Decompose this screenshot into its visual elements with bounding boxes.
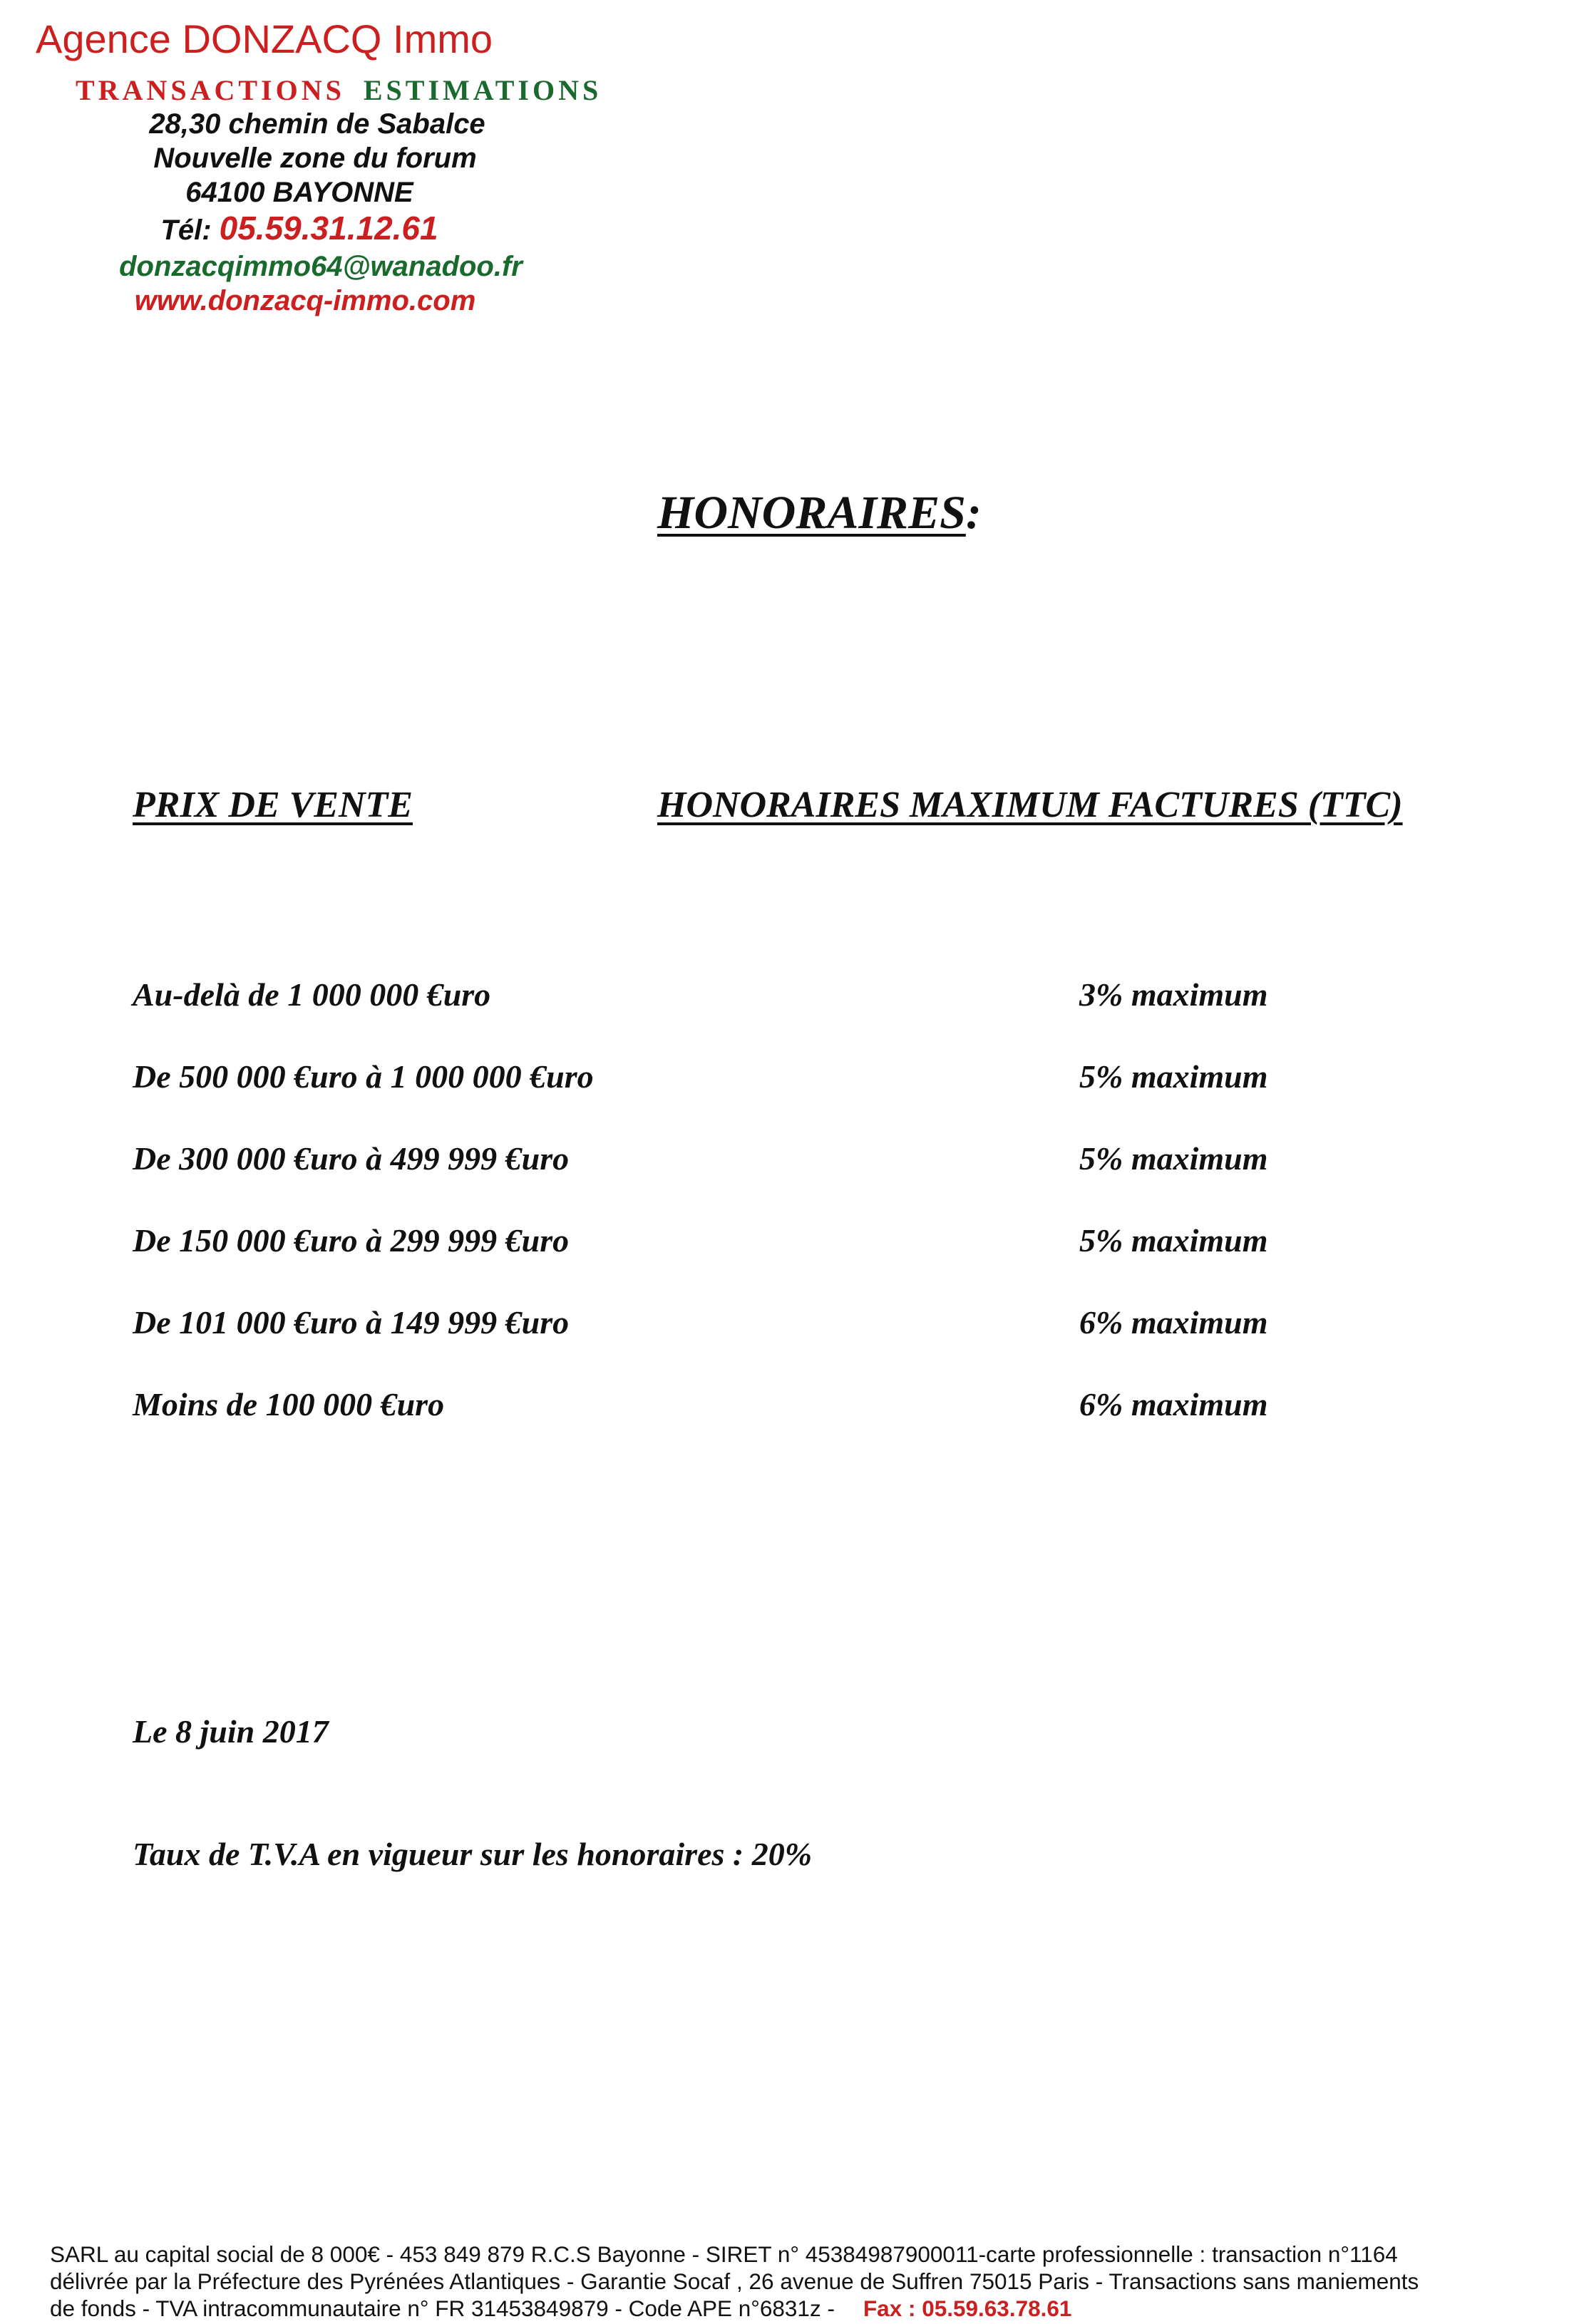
- footer-line-last: [50, 2295, 1533, 2322]
- fee-price-range: Moins de 100 000 €uro: [133, 1386, 445, 1422]
- fee-rate: 3% maximum: [1079, 976, 1268, 1013]
- fee-rate: 5% maximum: [1079, 1058, 1268, 1095]
- column-header-price: PRIX DE VENTE: [133, 785, 413, 825]
- fee-price-range: De 150 000 €uro à 299 999 €uro: [133, 1222, 570, 1259]
- fee-table: [0, 974, 1569, 1465]
- agency-tagline: [76, 73, 602, 108]
- website-url: www.donzacq-immo.com: [134, 285, 476, 316]
- address-street: 28,30 chemin de Sabalce: [149, 108, 485, 140]
- fee-rate: 6% maximum: [1079, 1304, 1268, 1341]
- column-header-fees: HONORAIRES MAXIMUM FACTURES (TTC): [657, 785, 1403, 825]
- page-title-text: HONORAIRES: [657, 487, 966, 539]
- fee-row: [0, 1137, 1569, 1219]
- fee-row: [0, 974, 1569, 1055]
- fee-rate: 6% maximum: [1079, 1386, 1268, 1422]
- footer-line: SARL au capital social de 8 000€ - 453 849 879 R.C.S Bayonne - SIRET n° 45384987900011-carte professionnelle : transaction n°1164: [50, 2241, 1398, 2267]
- vat-note: Taux de T.V.A en vigueur sur les honoraires : 20%: [133, 1836, 813, 1872]
- agency-name: Agence DONZACQ Immo: [36, 16, 493, 61]
- email-address: donzacqimmo64@wanadoo.fr: [119, 251, 523, 282]
- footer-line: délivrée par la Préfecture des Pyrénées Atlantiques - Garantie Socaf , 26 avenue de Suffren 75015 Paris - Transactions sans maniements: [50, 2268, 1419, 2294]
- page-title: [657, 485, 982, 542]
- fee-price-range: De 500 000 €uro à 1 000 000 €uro: [133, 1058, 594, 1095]
- address-zone: Nouvelle zone du forum: [153, 143, 477, 174]
- fee-row: [0, 1055, 1569, 1137]
- document-date: Le 8 juin 2017: [133, 1713, 329, 1750]
- footer-line-text: de fonds - TVA intracommunautaire n° FR 31453849879 - Code APE n°6831z -: [50, 2295, 835, 2321]
- telephone-line: [14, 211, 585, 247]
- telephone-number: 05.59.31.12.61: [219, 210, 438, 247]
- page-title-suffix: :: [965, 487, 982, 539]
- fee-row: [0, 1219, 1569, 1301]
- legal-footer: [50, 2241, 1533, 2322]
- fee-rate: 5% maximum: [1079, 1222, 1268, 1259]
- fee-price-range: De 300 000 €uro à 499 999 €uro: [133, 1140, 570, 1177]
- fee-price-range: Au-delà de 1 000 000 €uro: [133, 976, 491, 1013]
- fee-row: [0, 1301, 1569, 1383]
- tagline-estimations: ESTIMATIONS: [363, 74, 602, 106]
- fee-row: [0, 1383, 1569, 1465]
- fee-price-range: De 101 000 €uro à 149 999 €uro: [133, 1304, 570, 1341]
- fee-rate: 5% maximum: [1079, 1140, 1268, 1177]
- fax-number: Fax : 05.59.63.78.61: [863, 2295, 1072, 2321]
- tagline-transactions: TRANSACTIONS: [76, 74, 345, 106]
- address-city: 64100 BAYONNE: [185, 177, 413, 208]
- telephone-label: Tél:: [160, 215, 220, 246]
